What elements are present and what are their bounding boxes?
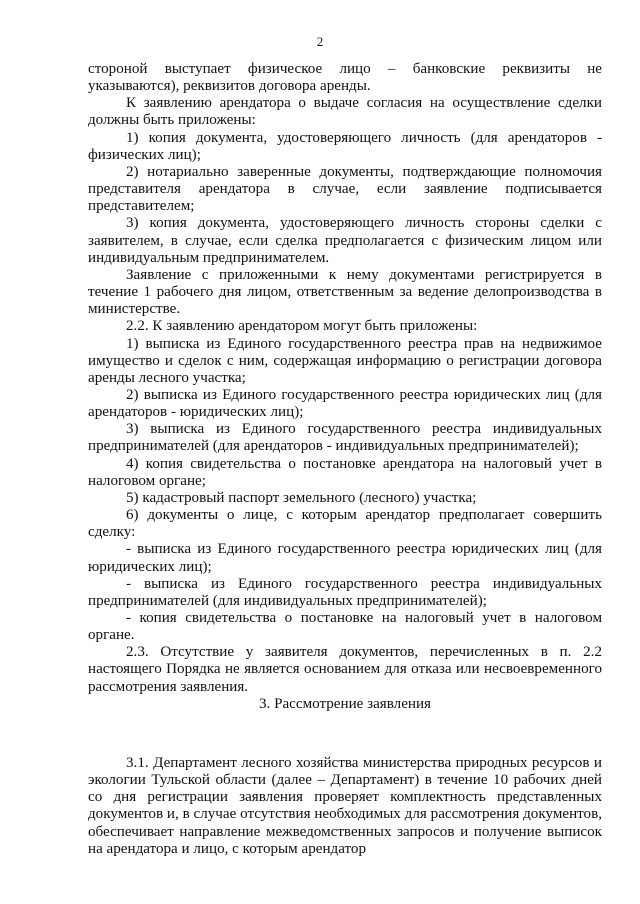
paragraph: стороной выступает физическое лицо – банковские реквизиты не указываются), реквизитов договора аренды. (88, 61, 602, 95)
document-body (88, 61, 602, 858)
section-heading: 3. Рассмотрение заявления (258, 695, 431, 712)
list-item: 5) кадастровый паспорт земельного (лесного) участка; (126, 489, 477, 506)
list-item: 3) выписка из Единого государственного реестра индивидуальных предпринимателей (для арендаторов - индивидуальных предпринимателей); (88, 421, 602, 455)
paragraph: Заявление с приложенными к нему документами регистрируется в течение 1 рабочего дня лицом, ответственным за ведение делопроизводства в министерстве. (88, 266, 602, 318)
paragraph: 3.1. Департамент лесного хозяйства министерства природных ресурсов и экологии Тульской области (далее – Департамент) в течение 10 рабочих дней со дня регистрации заявления проверяет комплектность представленных документов и, в случае отсутствия необходимых для рассмотрения документов, обеспечивает направление межведомственных запросов и получение выписок на арендатора и лицо, с которым арендатор (88, 754, 602, 857)
list-item: 1) выписка из Единого государственного реестра прав на недвижимое имущество и сделок с ним, содержащая информацию о регистрации договора аренды лесного участка; (88, 335, 602, 386)
sub-list-item: - копия свидетельства о постановке на налоговый учет в налоговом органе. (88, 610, 602, 644)
list-item: 1) копия документа, удостоверяющего личность (для арендаторов - физических лиц); (88, 129, 602, 163)
list-item: 2) выписка из Единого государственного реестра юридических лиц (для арендаторов - юридических лиц); (88, 386, 602, 421)
list-item: 4) копия свидетельства о постановке арендатора на налоговый учет в налоговом органе; (88, 455, 602, 489)
list-item: 3) копия документа, удостоверяющего личность стороны сделки с заявителем, в случае, если сделка предполагается с физическим лицом или индивидуальным предпринимателем. (88, 215, 602, 266)
sub-list-item: - выписка из Единого государственного реестра индивидуальных предпринимателей (для индивидуальных предпринимателей); (88, 575, 602, 609)
paragraph: К заявлению арендатора о выдаче согласия на осуществление сделки должны быть приложены: (88, 95, 602, 129)
paragraph: 2.3. Отсутствие у заявителя документов, перечисленных в п. 2.2 настоящего Порядка не является основанием для отказа или несвоевременного рассмотрения заявления. (88, 644, 602, 695)
list-item: 6) документы о лице, с которым арендатор предполагает совершить сделку: (88, 507, 602, 541)
list-item: 2) нотариально заверенные документы, подтверждающие полномочия представителя арендатора в случае, если заявление подписывается представителем; (88, 163, 602, 215)
page-number: 2 (316, 34, 324, 49)
paragraph: 2.2. К заявлению арендатором могут быть приложены: (126, 318, 478, 335)
sub-list-item: - выписка из Единого государственного реестра юридических лиц (для юридических лиц); (88, 541, 602, 575)
section-gap (88, 713, 602, 755)
